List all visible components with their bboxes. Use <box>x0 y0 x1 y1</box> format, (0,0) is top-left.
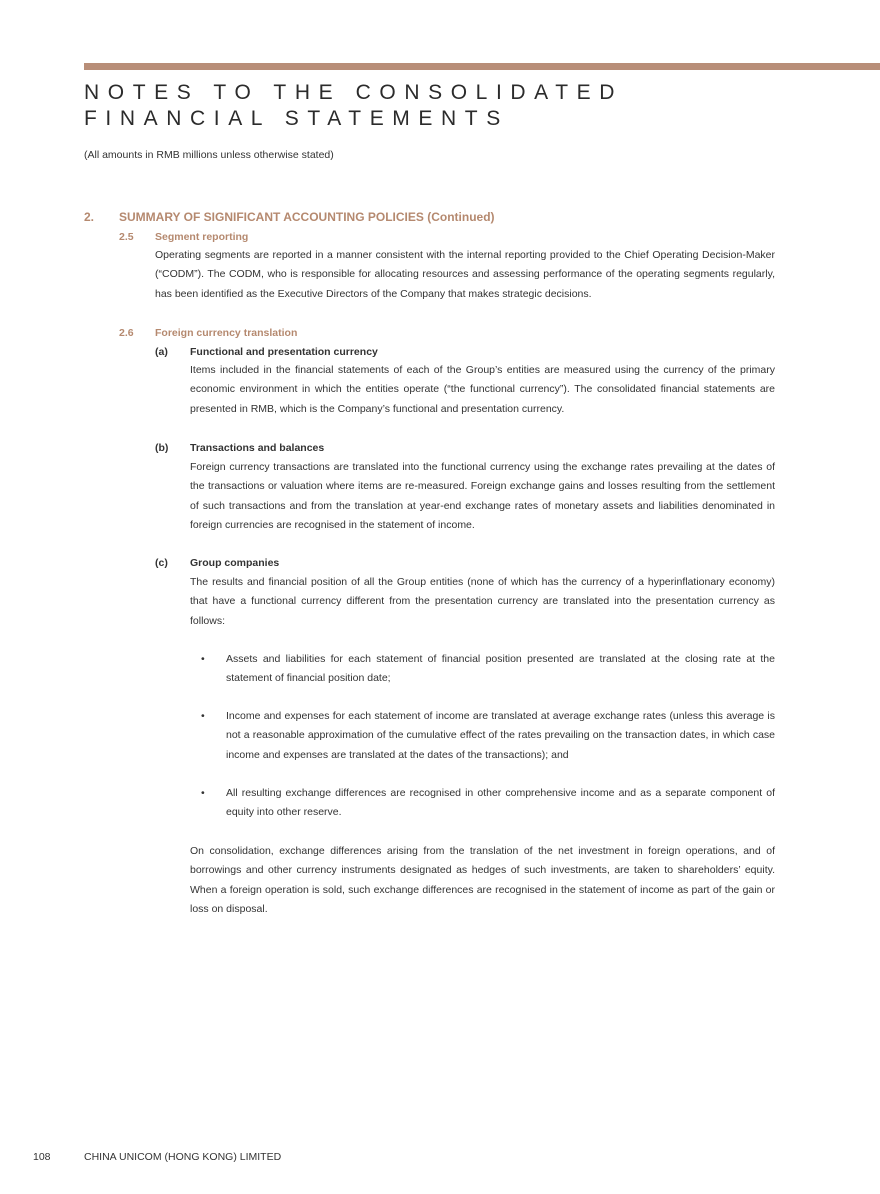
functional-currency-paragraph: Items included in the financial statements of each of the Group’s entities are measured using the currency of the primary economic environment in which the entities operate (“the functional currency”). The consolidated financial statements are presented in RMB, which is the Company’s functional and presentation currency. <box>190 364 775 415</box>
bullet-text: All resulting exchange differences are recognised in other comprehensive income and as a separate component of equity into other reserve. <box>226 787 775 819</box>
item-label: (c) <box>155 557 168 569</box>
group-companies-paragraph: The results and financial position of all the Group entities (none of which has the currency of a hyperinflationary economy) that have a functional currency different from the presentation currency are translated into the presentation currency as follows: <box>190 576 775 627</box>
segment-reporting-paragraph: Operating segments are reported in a manner consistent with the internal reporting provided to the Chief Operating Decision-Maker (“CODM”). The CODM, who is responsible for allocating resources and assessing performance of the operating segments regularly, has been identified as the Executive Directors of the Company that makes strategic decisions. <box>155 249 775 300</box>
subsection-number: 2.5 <box>119 231 134 243</box>
bullet-icon: • <box>201 653 205 665</box>
item-title: Functional and presentation currency <box>190 346 378 358</box>
item-heading-b <box>155 442 324 454</box>
page-title <box>84 80 623 132</box>
section-number: 2. <box>84 210 95 224</box>
footer-company-name: CHINA UNICOM (HONG KONG) LIMITED <box>84 1151 282 1163</box>
subsection-heading-2-5 <box>119 231 248 243</box>
transactions-paragraph: Foreign currency transactions are translated into the functional currency using the exchange rates prevailing at the dates of the transactions or valuation where items are re-measured. Foreign exchange gains and losses resulting from the settlement of such transactions and from the translation at year-end exchange rates of monetary assets and liabilities denominated in foreign currencies are recognised in the statement of income. <box>190 461 775 532</box>
page-title-line-1: NOTES TO THE CONSOLIDATED <box>84 81 624 104</box>
header-accent-bar <box>84 63 880 70</box>
consolidation-paragraph: On consolidation, exchange differences arising from the translation of the net investment in foreign operations, and of borrowings and other currency instruments designated as hedges of such investments, are taken to shareholders’ equity. When a foreign operation is sold, such exchange differences are recognised in the statement of income as part of the gain or loss on disposal. <box>190 845 775 916</box>
list-item <box>190 784 775 823</box>
page-number: 108 <box>33 1151 51 1163</box>
item-heading-a <box>155 346 378 358</box>
subsection-title: Foreign currency translation <box>155 327 298 339</box>
item-heading-c <box>155 557 279 569</box>
item-label: (b) <box>155 442 169 454</box>
page-title-line-2: FINANCIAL STATEMENTS <box>84 107 509 130</box>
section-title: SUMMARY OF SIGNIFICANT ACCOUNTING POLICIES (Continued) <box>119 210 495 224</box>
bullet-icon: • <box>201 710 205 722</box>
item-title: Transactions and balances <box>190 442 325 454</box>
item-title: Group companies <box>190 557 280 569</box>
subsection-heading-2-6 <box>119 327 297 339</box>
bullet-text: Assets and liabilities for each statement of financial position presented are translated at the closing rate at the statement of financial position date; <box>226 653 775 685</box>
list-item <box>190 707 775 765</box>
bullet-text: Income and expenses for each statement of income are translated at average exchange rates (unless this average is not a reasonable approximation of the cumulative effect of the rates prevailing on the transaction dates, in which case income and expenses are translated at the dates of the transactions); and <box>226 710 775 761</box>
item-label: (a) <box>155 346 168 358</box>
subsection-number: 2.6 <box>119 327 134 339</box>
subsection-title: Segment reporting <box>155 231 249 243</box>
bullet-icon: • <box>201 787 205 799</box>
section-heading <box>84 210 495 224</box>
list-item <box>190 650 775 689</box>
amounts-note: (All amounts in RMB millions unless otherwise stated) <box>84 149 334 161</box>
